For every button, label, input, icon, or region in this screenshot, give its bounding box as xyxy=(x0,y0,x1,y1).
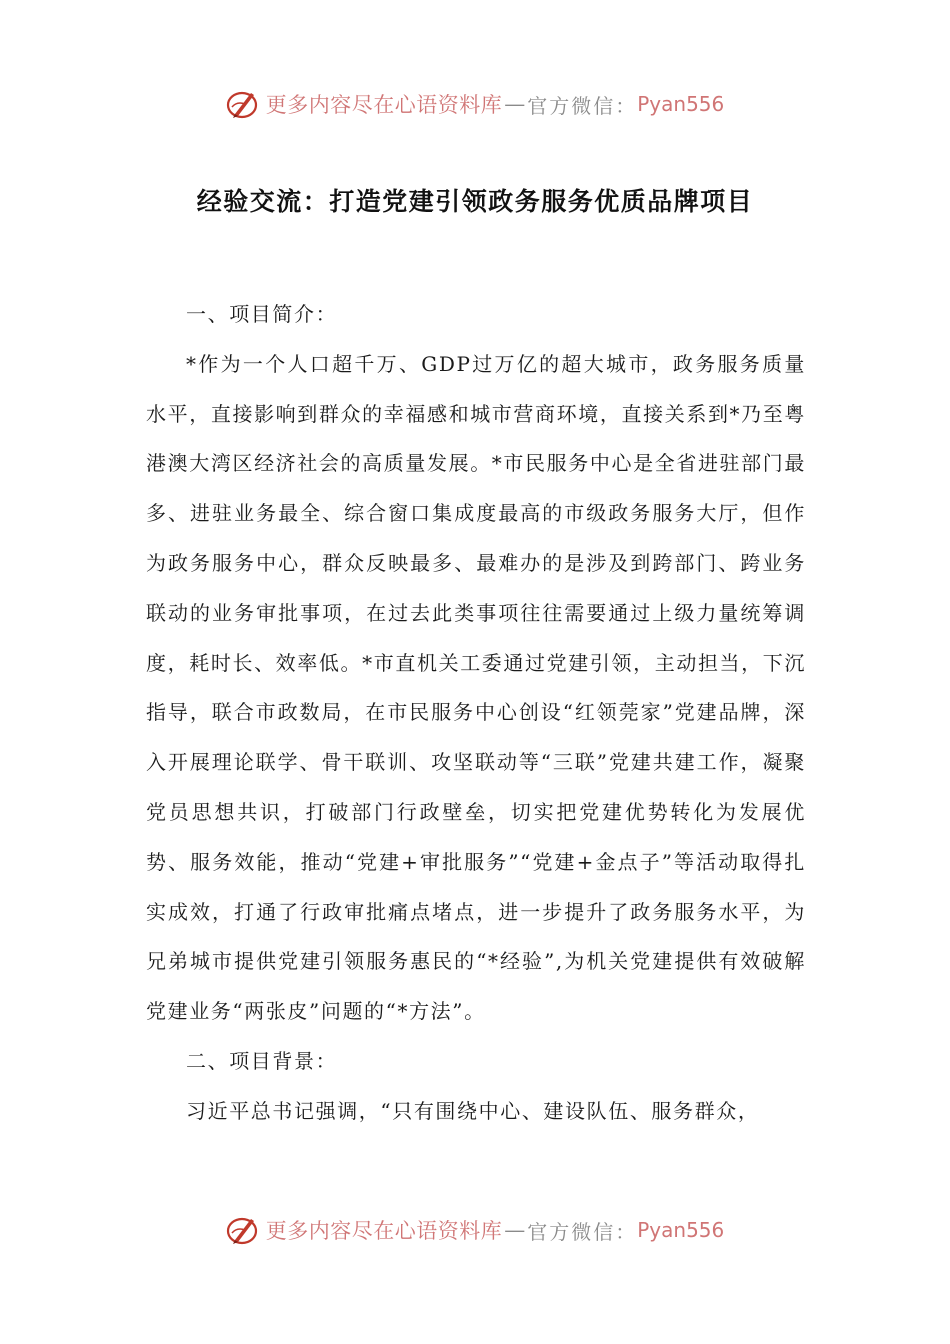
pen-logo-icon xyxy=(226,87,260,121)
banner-wechat-label: 官方微信： xyxy=(527,1219,638,1244)
document-body xyxy=(146,290,806,1137)
header-banner xyxy=(0,84,950,124)
banner-wechat-label: 官方微信： xyxy=(527,93,638,118)
section-heading: 二、项目背景： xyxy=(186,1048,338,1073)
pen-logo-icon xyxy=(226,1213,260,1247)
document-title: 经验交流：打造党建引领政务服务优质品牌项目 xyxy=(196,187,754,216)
section-heading: 一、项目简介： xyxy=(186,302,338,326)
banner-separator: — xyxy=(504,92,526,116)
body-paragraph: 习近平总书记强调，“只有围绕中心、建设队伍、服务群众， xyxy=(186,1098,760,1123)
body-paragraph: *作为一个人口超千万、GDP过万亿的超大城市，政务服务质量水平，直接影响到群众的幸福感和城市营商环境，直接关系到*乃至粤港澳大湾区经济社会的高质量发展。*市民服务中心是全省进驻部门最多、进驻业务最全、综合窗口集成度最高的市级政务服务大厅，但作为政务服务中心，群众反映最多、最难办的是涉及到跨部门、跨业务联动的业务审批事项，在过去此类事项往往需要通过上级力量统筹调度，耗时长、效率低。*市直机关工委通过党建引领，主动担当，下沉指导，联合市政数局，在市民服务中心创设“红领莞家”党建品牌，深入开展理论联学、骨干联训、攻坚联动等“三联”党建共建工作，凝聚党员思想共识，打破部门行政壁垒，切实把党建优势转化为发展优势、服务效能，推动“党建+审批服务”“党建+金点子”等活动取得扎实成效，打通了行政审批痛点堵点，进一步提升了政务服务水平，为兄弟城市提供党建引领服务惠民的“*经验”,为机关党建提供有效破解党建业务“两张皮”问题的“*方法”。 xyxy=(146,351,806,1024)
banner-wechat-id: Pyan556 xyxy=(637,92,725,116)
footer-banner xyxy=(0,1210,950,1250)
banner-separator: — xyxy=(504,1218,526,1242)
banner-wechat-id: Pyan556 xyxy=(637,1218,725,1242)
banner-brand-text: 更多内容尽在心语资料库 xyxy=(265,93,503,117)
banner-brand-text: 更多内容尽在心语资料库 xyxy=(265,1219,503,1243)
